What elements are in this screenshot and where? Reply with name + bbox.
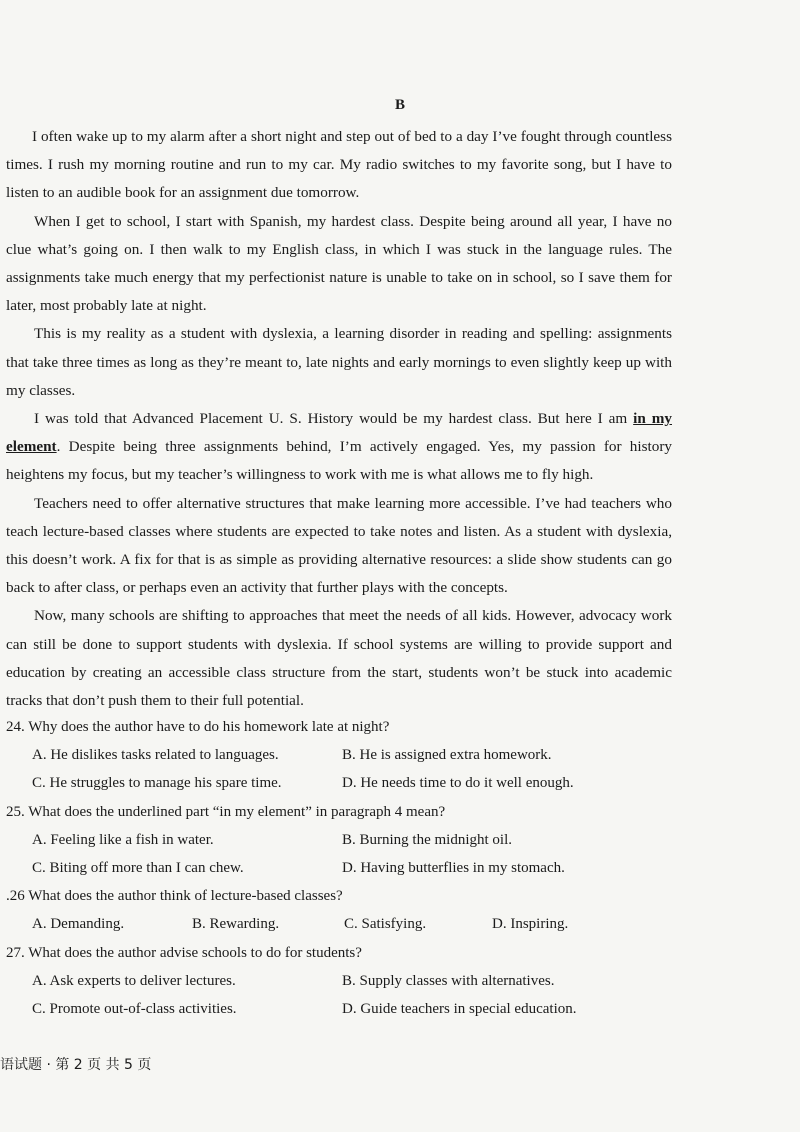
question-26-option-d: D. Inspiring. xyxy=(492,916,569,933)
question-24-option-a: A. He dislikes tasks related to languages. xyxy=(32,747,279,764)
question-24-option-b: B. He is assigned extra homework. xyxy=(342,747,552,764)
question-25-stem: 25. What does the underlined part “in my element” in paragraph 4 mean? xyxy=(6,803,446,820)
question-25-option-b: B. Burning the midnight oil. xyxy=(342,831,513,848)
question-24-option-c: C. He struggles to manage his spare time. xyxy=(32,775,282,792)
paragraph-4 xyxy=(6,405,672,490)
paragraph-2: When I get to school, I start with Spanish, my hardest class. Despite being around all year, I have no clue what’s going on. I then walk to my English class, in which I was stuck in the language rules. The assignments take much energy that my perfectionist nature is unable to take on in school, so I save them for later, most probably late at night. xyxy=(6,212,672,315)
question-26-option-b: B. Rewarding. xyxy=(192,916,280,933)
question-list xyxy=(6,713,672,1023)
underlined-phrase: in my element xyxy=(6,410,672,456)
question-24-option-d: D. He needs time to do it well enough. xyxy=(342,775,574,792)
question-27-stem: 27. What does the author advise schools to do for students? xyxy=(6,944,362,961)
section-letter: B xyxy=(394,97,405,113)
paragraph-4-text-after: . Despite being three assignments behind, I’m actively engaged. Yes, my passion for history heightens my focus, but my teacher’s willingness to work with me is what allows me to fly high. xyxy=(6,438,672,484)
page-footer: 语试题 · 第 2 页 共 5 页 xyxy=(0,1057,152,1073)
question-24-options-row-2 xyxy=(6,769,672,797)
question-27-option-a: A. Ask experts to deliver lectures. xyxy=(32,972,236,989)
question-27-option-b: B. Supply classes with alternatives. xyxy=(342,972,555,989)
question-27-options-row-2 xyxy=(6,995,672,1023)
question-25-options-row-1 xyxy=(6,826,672,854)
question-26-options-row xyxy=(6,910,672,938)
paragraph-4-text-before: I was told that Advanced Placement U. S. History would be my hardest class. But here I am xyxy=(34,410,634,428)
question-26-stem: .26 What does the author think of lecture-based classes? xyxy=(6,888,343,905)
question-24-options-row-1 xyxy=(6,741,672,769)
question-27-option-c: C. Promote out-of-class activities. xyxy=(32,1000,237,1017)
question-25-option-c: C. Biting off more than I can chew. xyxy=(32,859,244,876)
question-27-options-row-1 xyxy=(6,967,672,995)
reading-passage xyxy=(6,123,672,715)
question-25-options-row-2 xyxy=(6,854,672,882)
paragraph-6: Now, many schools are shifting to approaches that meet the needs of all kids. However, advocacy work can still be done to support students with dyslexia. If school systems are willing to provide support and education by creating an accessible class structure from the start, students won’t be stuck into academic tracks that don’t push them to their full potential. xyxy=(6,607,672,710)
question-24-stem: 24. Why does the author have to do his homework late at night? xyxy=(6,719,390,735)
question-25-option-d: D. Having butterflies in my stomach. xyxy=(342,859,565,876)
paragraph-1: I often wake up to my alarm after a short night and step out of bed to a day I’ve fought through countless times. I rush my morning routine and run to my car. My radio switches to my favorite song, but I have to listen to an audible book for an assignment due tomorrow. xyxy=(6,128,672,202)
paragraph-3: This is my reality as a student with dyslexia, a learning disorder in reading and spelling: assignments that take three times as long as they’re meant to, late nights and early mornings to even slightly keep up with my classes. xyxy=(6,325,672,399)
question-25-option-a: A. Feeling like a fish in water. xyxy=(32,831,214,848)
question-26-option-c: C. Satisfying. xyxy=(344,916,427,933)
paragraph-5: Teachers need to offer alternative structures that make learning more accessible. I’ve had teachers who teach lecture-based classes where students are expected to take notes and listen. As a student with dyslexia, this doesn’t work. A fix for that is as simple as providing alternative resources: a slide show students can go back to after class, or perhaps even an activity that further plays with the concepts. xyxy=(6,494,672,597)
question-26-option-a: A. Demanding. xyxy=(32,916,125,933)
question-27-option-d: D. Guide teachers in special education. xyxy=(342,1000,577,1017)
